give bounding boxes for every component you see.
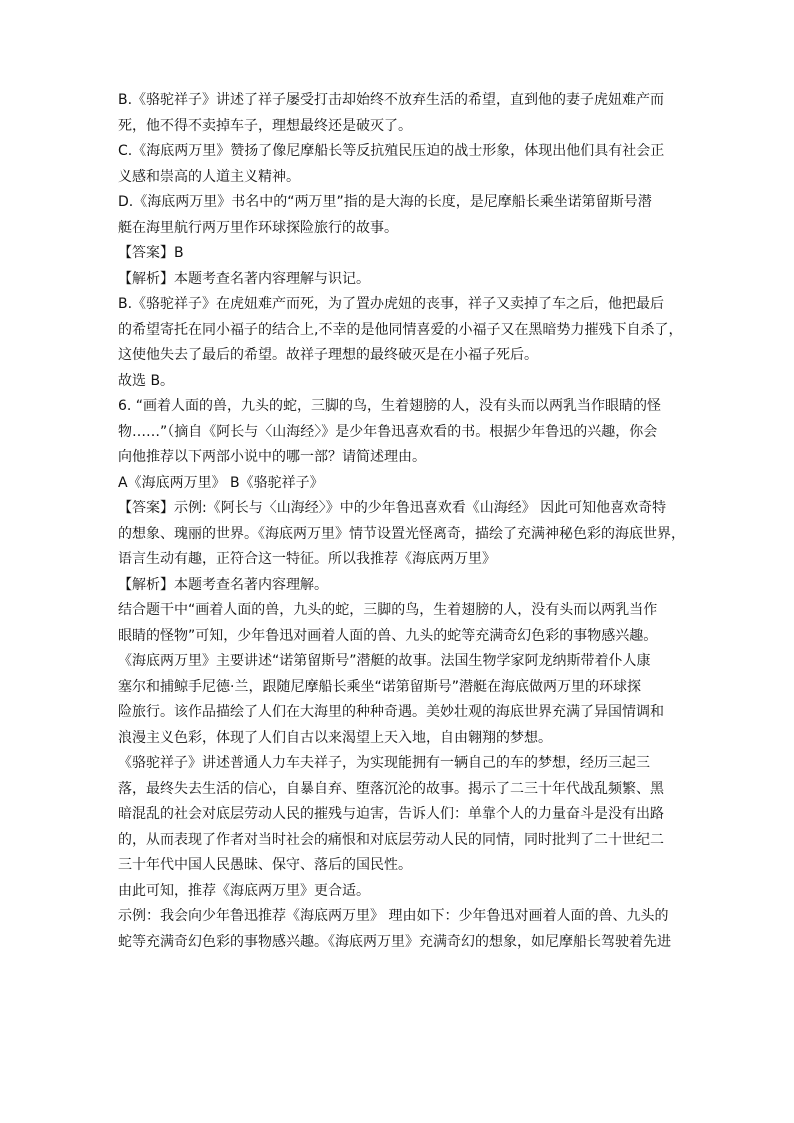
option-b-line-2: 死，他不得不卖掉车子，理想最终还是破灭了。 <box>118 117 412 134</box>
analysis-6-line-1: 结合题干中“画着人面的兽，九头的蛇，三脚的鸟，生着翅膀的人，没有头而以两乳当作 <box>118 602 658 618</box>
analysis-5-line-1: B.《骆驼祥子》在虎妞难产而死，为了置办虎妞的丧事，祥子又卖掉了车之后，他把最后 <box>118 296 665 312</box>
question-6-line-2: 物……”（摘自《阿长与〈山海经〉》是少年鲁迅喜欢看的书。根据少年鲁迅的兴趣，你会 <box>118 423 658 440</box>
question-6-line-1: 6. “画着人面的兽，九头的蛇，三脚的鸟，生着翅膀的人，没有头而以两乳当作眼睛的怪 <box>118 398 662 414</box>
option-b-line-1: B.《骆驼祥子》讲述了祥子屡受打击却始终不放弃生活的希望，直到他的妻子虎妞难产而 <box>118 92 665 108</box>
option-c-line-1: C.《海底两万里》赞扬了像尼摩船长等反抗殖民压迫的战士形象，体现出他们具有社会正 <box>118 143 665 159</box>
example-line-1: 示例：我会向少年鲁迅推荐《海底两万里》 理由如下：少年鲁迅对画着人面的兽、九头的 <box>118 908 669 924</box>
analysis-6-line-6: 浪漫主义色彩，体现了人们自古以来渴望上天入地，自由翱翔的梦想。 <box>118 729 552 746</box>
option-d-line-1: D.《海底两万里》书名中的“两万里”指的是大海的长度，是尼摩船长乘坐诺第留斯号潜 <box>118 194 652 210</box>
question-6-options: A《海底两万里》 B《骆驼祥子》 <box>118 474 324 491</box>
analysis-6-heading: 【解析】本题考查名著内容理解。 <box>118 576 328 593</box>
answer-6-line-3: 语言生动有趣，正符合这一特征。所以我推荐《海底两万里》 <box>118 551 496 567</box>
document-page <box>118 88 685 955</box>
answer-5: 【答案】B <box>118 245 184 261</box>
analysis-6-line-5: 险旅行。该作品描绘了人们在大海里的种种奇遇。美妙壮观的海底世界充满了异国情调和 <box>118 704 664 720</box>
example-line-2: 蛇等充满奇幻色彩的事物感兴趣。《海底两万里》充满奇幻的想象，如尼摩船长驾驶着先进 <box>118 933 671 950</box>
analysis-6-line-7: 《骆驼祥子》讲述普通人力车夫祥子，为实现能拥有一辆自己的车的梦想，经历三起三 <box>118 755 650 771</box>
question-6-line-3: 向他推荐以下两部小说中的哪一部？请简述理由。 <box>118 449 426 465</box>
analysis-6-conclusion: 由此可知，推荐《海底两万里》更合适。 <box>118 882 370 899</box>
option-d-line-2: 艇在海里航行两万里作环球探险旅行的故事。 <box>118 219 398 236</box>
answer-6-line-2: 的想象、瑰丽的世界。《海底两万里》情节设置光怪离奇，描绘了充满神秘色彩的海底世界， <box>118 525 685 542</box>
analysis-6-line-3: 《海底两万里》主要讲述“诺第留斯号”潜艇的故事。法国生物学家阿龙纳斯带着仆人康 <box>118 653 651 669</box>
analysis-6-line-10: 的，从而表现了作者对当时社会的痛恨和对底层劳动人民的同情，同时批判了二十世纪二 <box>118 831 664 848</box>
answer-6-line-1: 【答案】示例:《阿长与〈山海经〉》中的少年鲁迅喜欢看《山海经》 因此可知他喜欢奇特 <box>118 500 667 516</box>
analysis-6-line-2: 眼睛的怪物”可知，少年鲁迅对画着人面的兽、九头的蛇等充满奇幻色彩的事物感兴趣。 <box>118 627 658 644</box>
analysis-6-line-8: 落，最终失去生活的信心，自暴自弃、堕落沉沦的故事。揭示了二三十年代战乱频繁、黑 <box>118 780 664 797</box>
analysis-5-conclusion: 故选 B。 <box>118 372 175 389</box>
analysis-6-line-11: 三十年代中国人民愚昧、保守、落后的国民性。 <box>118 857 412 873</box>
analysis-5-heading: 【解析】本题考查名著内容理解与识记。 <box>118 270 370 287</box>
analysis-6-line-4: 塞尔和捕鲸手尼德·兰，跟随尼摩船长乘坐“诺第留斯号”潜艇在海底做两万里的环球探 <box>118 678 641 695</box>
analysis-5-line-2: 的希望寄托在同小福子的结合上,不幸的是他同情喜爱的小福子又在黑暗势力摧残下自杀了， <box>118 321 683 338</box>
option-c-line-2: 义感和崇高的人道主义精神。 <box>118 168 300 185</box>
analysis-6-line-9: 暗混乱的社会对底层劳动人民的摧残与迫害，告诉人们：单靠个人的力量奋斗是没有出路 <box>118 806 664 822</box>
analysis-5-line-3: 这使他失去了最后的希望。故祥子理想的最终破灭是在小福子死后。 <box>118 347 538 363</box>
